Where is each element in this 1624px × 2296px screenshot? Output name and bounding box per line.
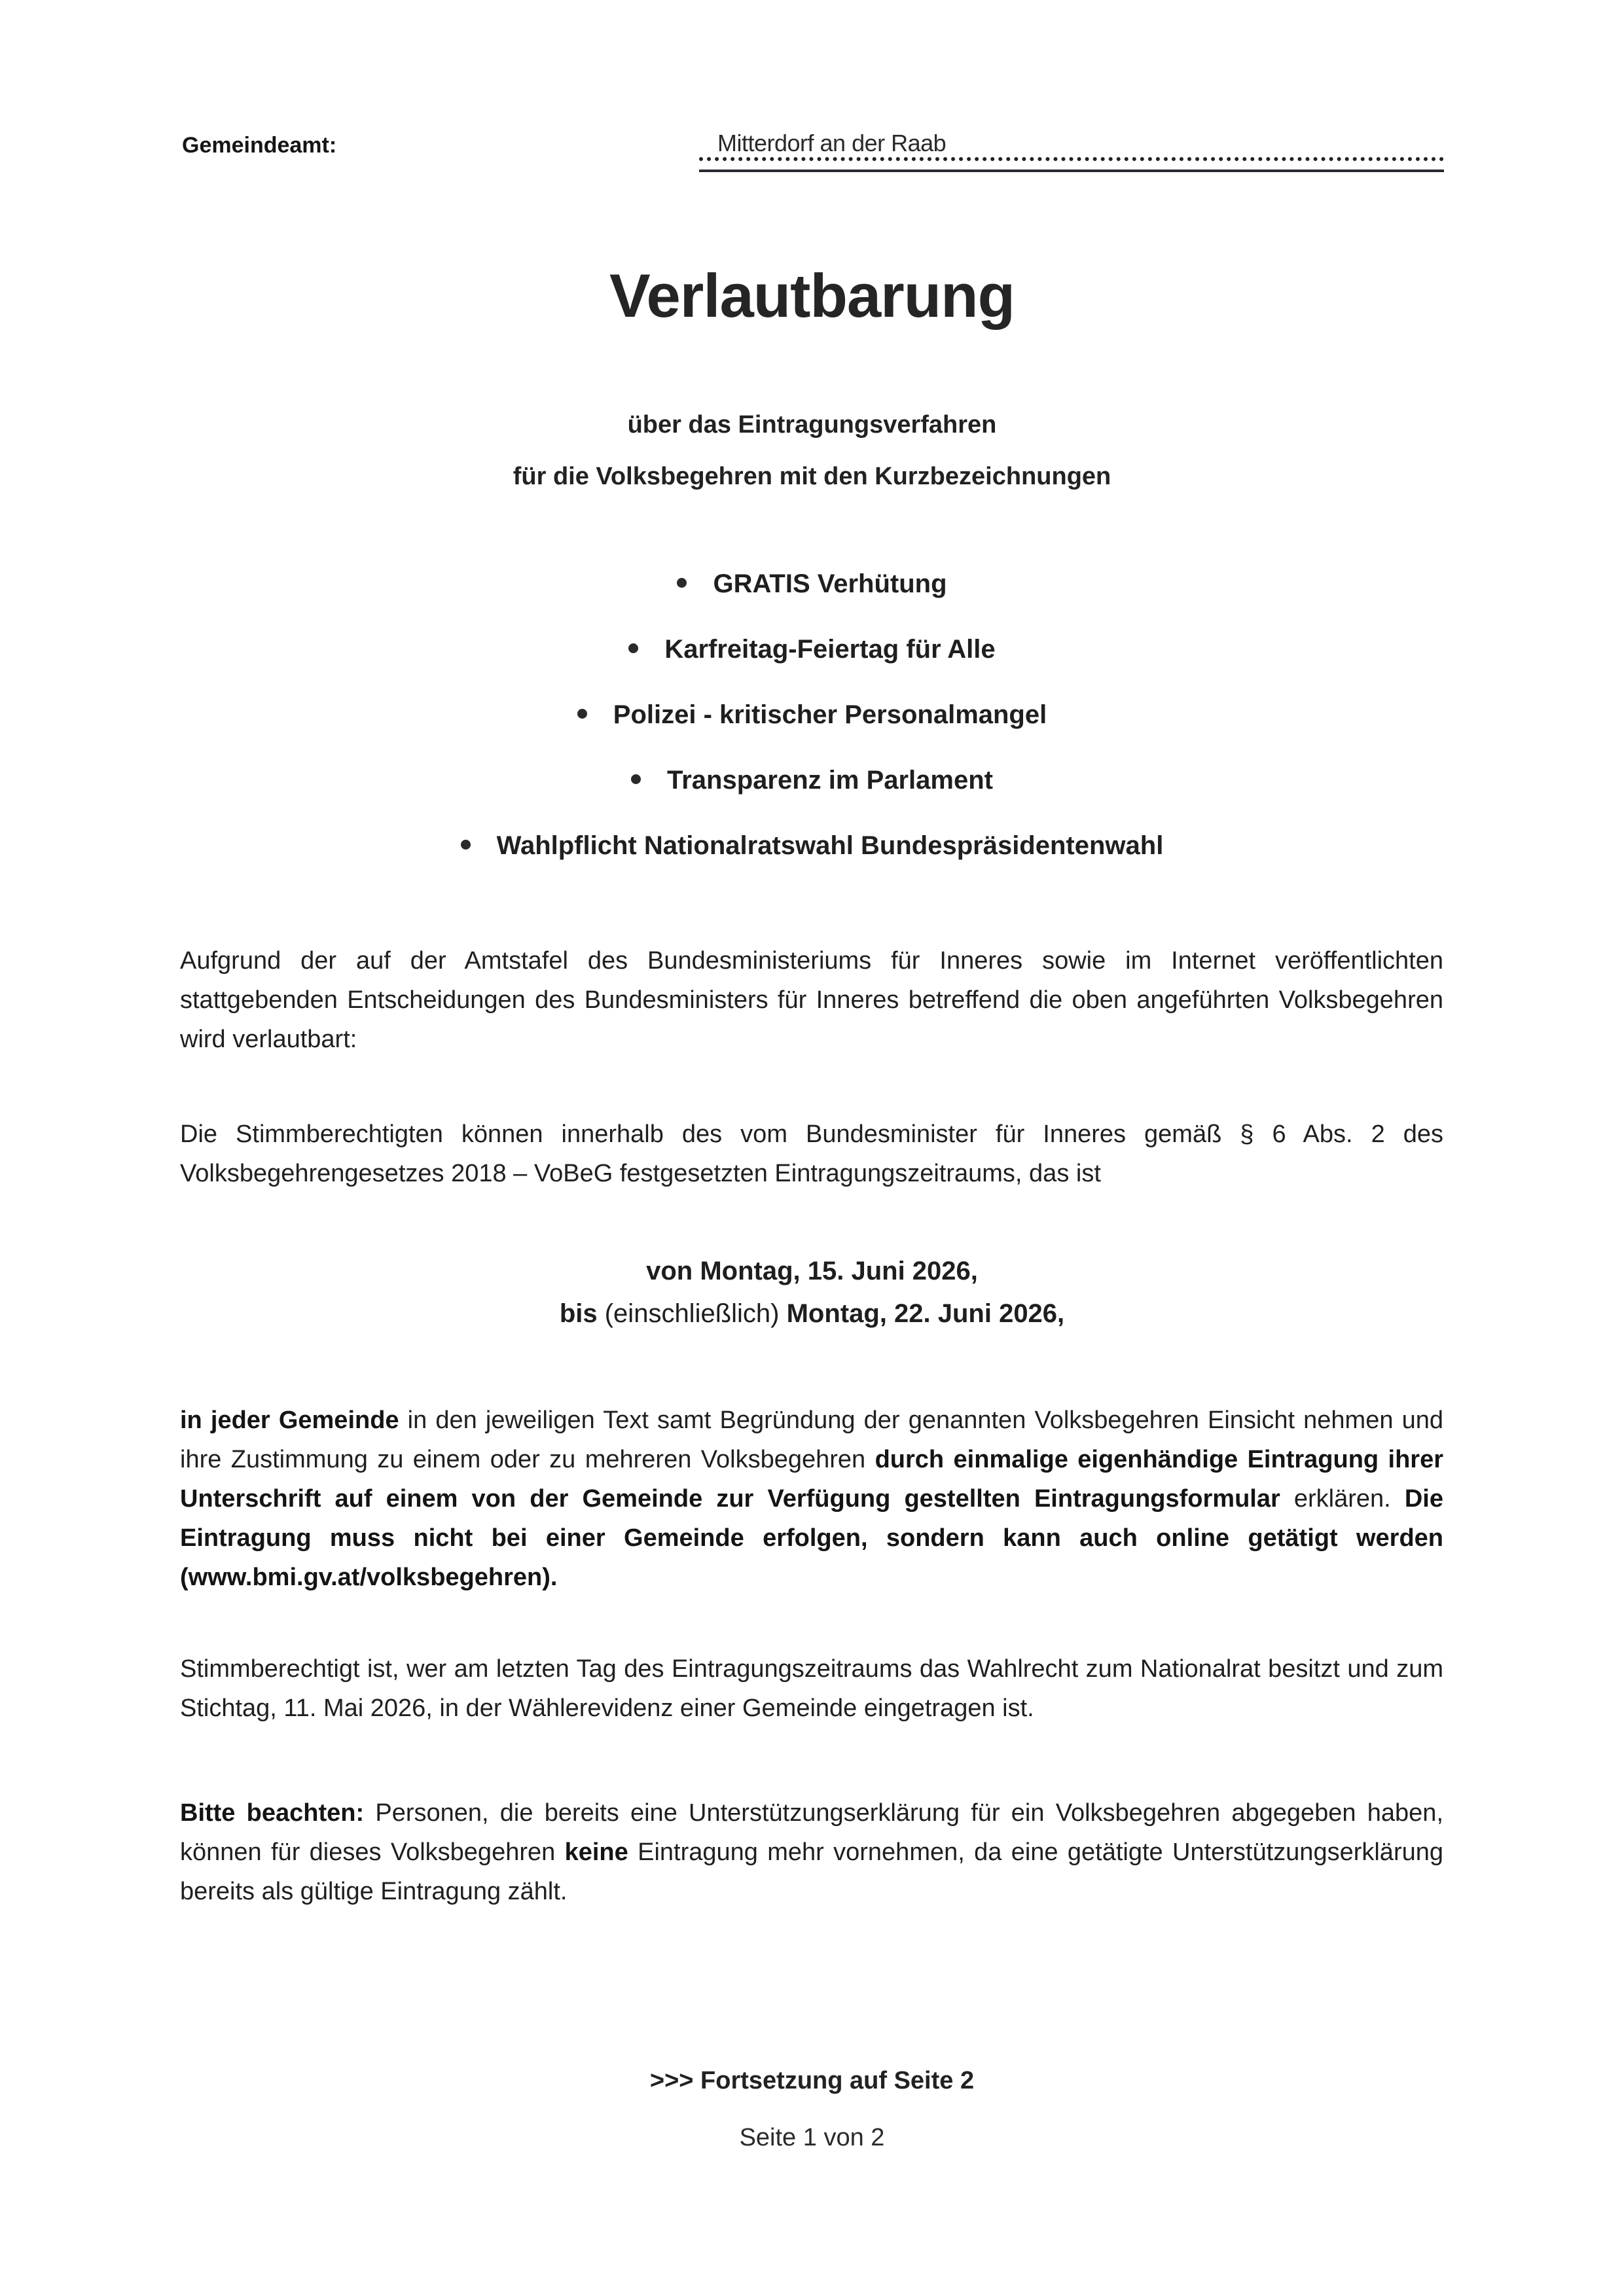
bullet-icon [677,578,687,588]
page-number: Seite 1 von 2 [739,2124,885,2151]
initiative-item: GRATIS Verhütung [0,569,1624,635]
continuation-note: >>> Fortsetzung auf Seite 2 [649,2067,975,2094]
initiatives-list [0,569,1624,897]
initiative-item: Transparenz im Parlament [0,766,1624,831]
period-start: von Montag, 15. Juni 2026, [646,1257,978,1285]
municipal-office-label: Gemeindeamt: [182,133,337,158]
underline-divider [699,170,1444,172]
paragraph-registration: in jeder Gemeinde in den jeweiligen Text samt Begründung der genannten Volksbegehren Einsicht nehmen und ihre Zustimmung zu einem oder zu mehreren Volksbegehren durch einmalige eigenhändige Eintragung ihrer Unterschrift auf einem von der Gemeinde zur Verfügung gestellten Eintragungsformular erklären. Die Eintragung muss nicht bei einer Gemeinde erfolgen, sondern kann auch online getätigt werden (www.bmi.gv.at/volksbegehren). [180,1407,1444,1591]
initiative-item: Karfreitag-Feiertag für Alle [0,635,1624,700]
initiative-item: Wahlpflicht Nationalratswahl Bundespräsidentenwahl [0,831,1624,897]
period-end: bis (einschließlich) Montag, 22. Juni 2026, [559,1299,1065,1328]
subtitle-line-1: über das Eintragungsverfahren [627,411,997,439]
bullet-icon [577,709,587,719]
document-title: Verlautbarung [609,261,1015,330]
initiative-item: Polizei - kritischer Personalmangel [0,700,1624,766]
municipality-name: Mitterdorf an der Raab [717,130,950,157]
subtitle-line-2: für die Volksbegehren mit den Kurzbezeichnungen [513,463,1111,490]
bullet-icon [631,774,641,784]
paragraph-notice: Bitte beachten: Personen, die bereits eine Unterstützungserklärung für ein Volksbegehren abgegeben haben, können für dieses Volksbegehren keine Eintragung mehr vornehmen, da eine getätigte Unterstützungserklärung bereits als gültige Eintragung zählt. [180,1799,1443,1905]
bullet-icon [461,840,471,850]
bullet-icon [628,643,638,653]
paragraph-eligibility: Stimmberechtigt ist, wer am letzten Tag des Eintragungszeitraums das Wahlrecht zum Nationalrat besitzt und zum Stichtag, 11. Mai 2026, in der Wählerevidenz einer Gemeinde eingetragen ist. [180,1655,1443,1722]
municipality-field [699,124,1444,170]
paragraph-period-intro: Die Stimmberechtigten können innerhalb des vom Bundesminister für Inneres gemäß § 6 Abs. 2 des Volksbegehrengesetzes 2018 – VoBeG festgesetzten Eintragungszeitraums, das ist [180,1121,1443,1187]
online-registration-note: Die Eintragung muss nicht bei einer Gemeinde erfolgen, sondern kann auch online getätigt werden (www.bmi.gv.at/volksbegehren). [180,1485,1443,1591]
paragraph-basis: Aufgrund der auf der Amtstafel des Bundesministeriums für Inneres sowie im Internet veröffentlichten stattgebenden Entscheidungen des Bundesministers für Inneres betreffend die oben angeführten Volksbegehren wird verlautbart: [180,947,1443,1053]
